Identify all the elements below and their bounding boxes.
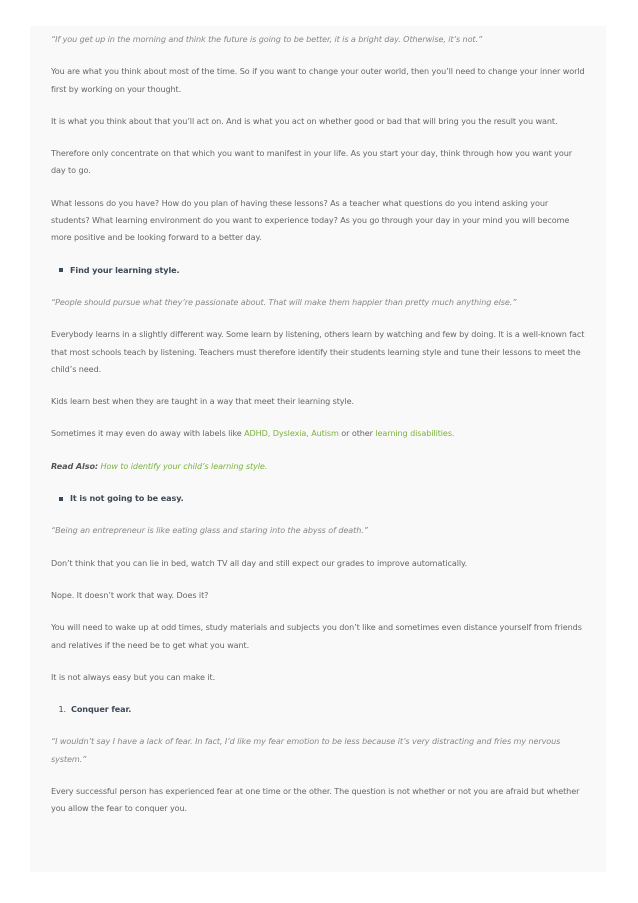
text-run: or other: [338, 428, 376, 439]
read-also: [51, 458, 585, 475]
quote-future: “If you get up in the morning and think the future is going to be better, it is a bright day. Otherwise, it’s not.”: [51, 34, 483, 44]
paragraph-labels: [51, 425, 585, 442]
heading-text: Conquer fear.: [71, 704, 132, 715]
heading-conquer-fear: [51, 701, 585, 718]
link-learning-disabilities[interactable]: learning disabilities.: [375, 428, 455, 439]
paragraph: Nope. It doesn’t work that way. Does it?: [51, 589, 209, 600]
paragraph: It is not always easy but you can make it.: [51, 671, 216, 682]
paragraph: You will need to wake up at odd times, study materials and subjects you don’t like and sometimes even distance yourself from friends and relatives if the need be to get what you want.: [51, 622, 582, 650]
heading-text: Find your learning style.: [70, 264, 180, 275]
paragraph: Everybody learns in a slightly different way. Some learn by listening, others learn by watching and few by doing. It is a well-known fact that most schools teach by listening. Teachers must therefore identify their students learning style and tune their lessons to meet the child’s need.: [51, 329, 585, 374]
article-body: [30, 26, 606, 872]
quote-entrepreneur: “Being an entrepreneur is like eating glass and staring into the abyss of death.”: [51, 525, 368, 536]
heading-not-easy: [51, 490, 585, 507]
paragraph: What lessons do you have? How do you plan of having these lessons? As a teacher what questions do you intend asking your students? What learning environment do you want to experience today? As you go through your day in your mind you will become more positive and be looking forward to a better day.: [51, 197, 570, 243]
quote-fear: “I wouldn’t say I have a lack of fear. In fact, I’d like my fear emotion to be less because it’s very distracting and fries my nervous system.”: [51, 736, 561, 764]
heading-learning-style: [51, 262, 585, 279]
read-also-link[interactable]: How to identify your child’s learning style.: [100, 460, 268, 471]
bullet-square-icon: [59, 497, 63, 501]
paragraph: Don’t think that you can lie in bed, watch TV all day and still expect our grades to improve automatically.: [51, 557, 468, 568]
paragraph: Every successful person has experienced fear at one time or the other. The question is not whether or not you are afraid but whether you allow the fear to conquer you.: [51, 786, 580, 814]
paragraph: You are what you think about most of the time. So if you want to change your outer world, then you’ll need to change your inner world first by working on your thought.: [51, 66, 585, 94]
quote-passion: “People should pursue what they’re passionate about. That will make them happier than pretty much anything else.”: [51, 296, 517, 307]
link-adhd-dyslexia-autism[interactable]: ADHD, Dyslexia, Autism: [244, 428, 339, 439]
heading-text: It is not going to be easy.: [70, 493, 184, 504]
list-number: 1.: [58, 704, 66, 715]
bullet-square-icon: [59, 268, 63, 272]
paragraph: It is what you think about that you’ll act on. And is what you act on whether good or bad that will bring you the result you want.: [51, 115, 558, 126]
paragraph: Therefore only concentrate on that which you want to manifest in your life. As you start your day, think through how you want your day to go.: [51, 148, 572, 176]
read-also-label: Read Also:: [51, 460, 99, 471]
paragraph: Kids learn best when they are taught in a way that meet their learning style.: [51, 396, 354, 407]
text-run: Sometimes it may even do away with labels like: [51, 428, 245, 439]
